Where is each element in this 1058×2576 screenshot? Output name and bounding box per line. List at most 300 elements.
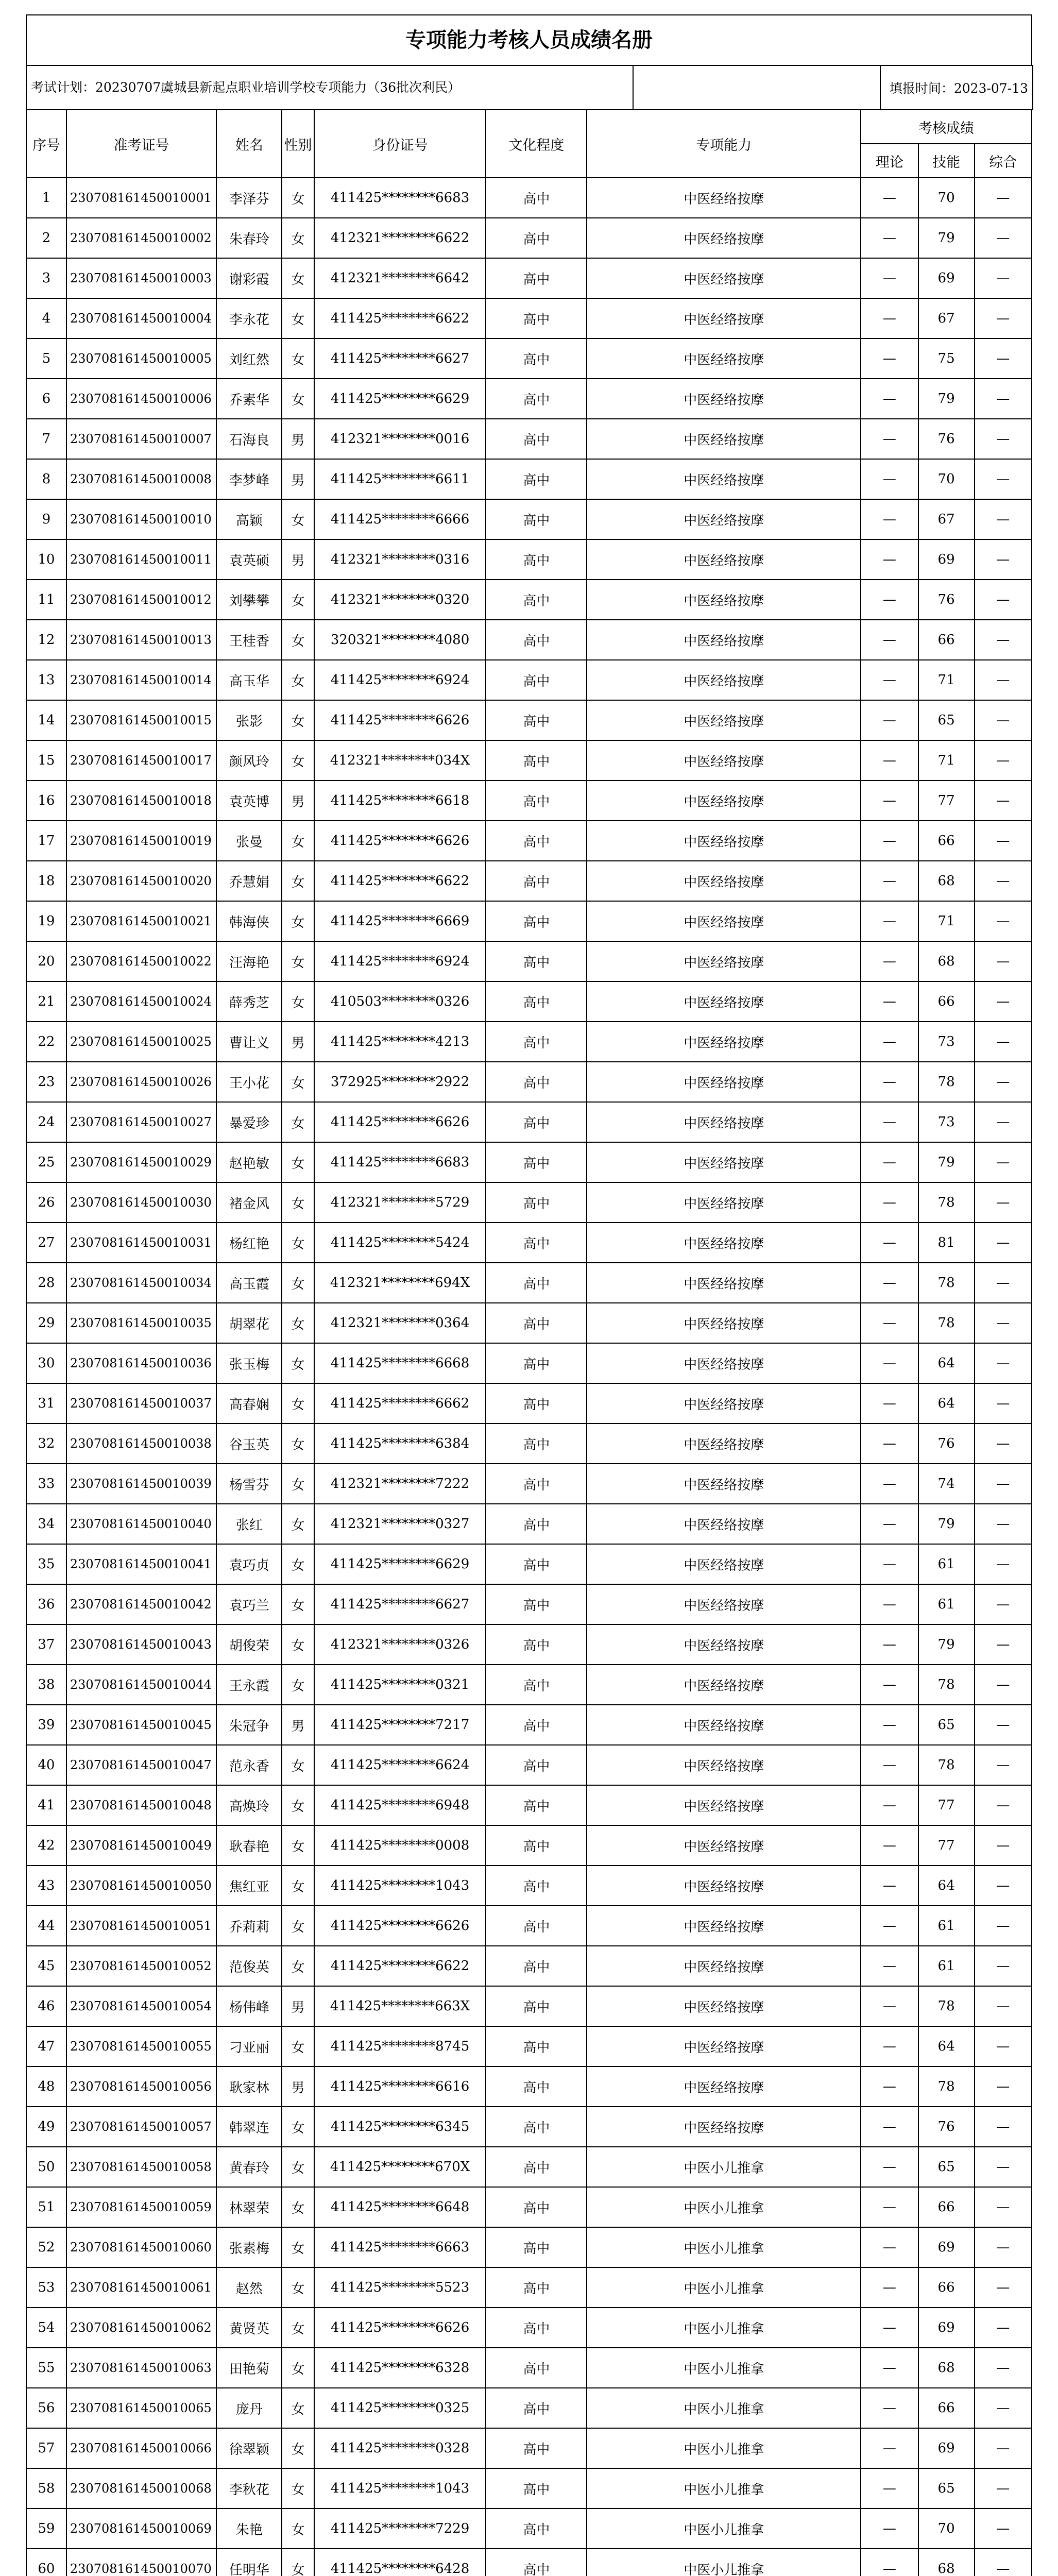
cell-gender: 女 xyxy=(282,258,314,298)
cell-name: 高焕玲 xyxy=(216,1785,282,1825)
cell-seq: 27 xyxy=(26,1223,66,1263)
header-tech: 技能 xyxy=(918,144,975,178)
cell-exam-no: 230708161450010040 xyxy=(66,1504,217,1544)
cell-name: 王永霞 xyxy=(216,1665,282,1705)
table-row xyxy=(26,459,1032,499)
cell-education: 高中 xyxy=(486,1423,587,1464)
table-row xyxy=(26,2267,1032,2308)
cell-name: 颜风玲 xyxy=(216,740,282,781)
cell-tech: 68 xyxy=(918,2348,975,2388)
cell-tech: 68 xyxy=(918,861,975,901)
cell-seq: 5 xyxy=(26,338,66,379)
cell-gender: 女 xyxy=(282,2267,314,2308)
cell-name: 袁巧兰 xyxy=(216,1584,282,1624)
cell-gender: 女 xyxy=(282,2308,314,2348)
cell-id-no: 411425********6622 xyxy=(314,298,486,338)
cell-exam-no: 230708161450010056 xyxy=(66,2066,217,2107)
cell-seq: 30 xyxy=(26,1343,66,1383)
cell-name: 高玉霞 xyxy=(216,1263,282,1303)
table-row xyxy=(26,2227,1032,2267)
cell-theory: — xyxy=(861,1665,918,1705)
cell-theory: — xyxy=(861,499,918,539)
cell-name: 汪海艳 xyxy=(216,941,282,981)
cell-skill: 中医经络按摩 xyxy=(587,1142,861,1182)
table-row xyxy=(26,338,1032,379)
cell-gender: 女 xyxy=(282,1544,314,1584)
cell-skill: 中医经络按摩 xyxy=(587,1423,861,1464)
cell-total: — xyxy=(975,1745,1032,1785)
cell-tech: 64 xyxy=(918,2026,975,2066)
cell-seq: 1 xyxy=(26,178,66,218)
table-row xyxy=(26,2187,1032,2227)
cell-id-no: 412321********0016 xyxy=(314,419,486,459)
cell-id-no: 411425********6629 xyxy=(314,1544,486,1584)
cell-education: 高中 xyxy=(486,1062,587,1102)
cell-id-no: 411425********6345 xyxy=(314,2107,486,2147)
cell-total: — xyxy=(975,1866,1032,1906)
cell-education: 高中 xyxy=(486,941,587,981)
cell-theory: — xyxy=(861,2107,918,2147)
cell-total: — xyxy=(975,1464,1032,1504)
cell-exam-no: 230708161450010062 xyxy=(66,2308,217,2348)
cell-name: 李梦峰 xyxy=(216,459,282,499)
cell-gender: 女 xyxy=(282,981,314,1022)
cell-gender: 女 xyxy=(282,1142,314,1182)
cell-seq: 56 xyxy=(26,2388,66,2428)
cell-seq: 47 xyxy=(26,2026,66,2066)
cell-education: 高中 xyxy=(486,2509,587,2549)
cell-total: — xyxy=(975,740,1032,781)
cell-tech: 66 xyxy=(918,620,975,660)
cell-gender: 女 xyxy=(282,1223,314,1263)
table-row xyxy=(26,1665,1032,1705)
cell-tech: 71 xyxy=(918,740,975,781)
table-body xyxy=(26,178,1032,2576)
cell-id-no: 411425********6626 xyxy=(314,1102,486,1142)
cell-skill: 中医经络按摩 xyxy=(587,620,861,660)
cell-id-no: 411425********6627 xyxy=(314,338,486,379)
cell-education: 高中 xyxy=(486,1142,587,1182)
cell-skill: 中医经络按摩 xyxy=(587,2066,861,2107)
cell-theory: — xyxy=(861,2066,918,2107)
cell-seq: 40 xyxy=(26,1745,66,1785)
cell-skill: 中医经络按摩 xyxy=(587,781,861,821)
cell-education: 高中 xyxy=(486,1946,587,1986)
cell-education: 高中 xyxy=(486,2308,587,2348)
cell-gender: 男 xyxy=(282,1022,314,1062)
cell-id-no: 411425********5523 xyxy=(314,2267,486,2308)
cell-education: 高中 xyxy=(486,178,587,218)
cell-gender: 女 xyxy=(282,499,314,539)
cell-skill: 中医经络按摩 xyxy=(587,218,861,258)
cell-tech: 69 xyxy=(918,2308,975,2348)
cell-total: — xyxy=(975,218,1032,258)
cell-gender: 女 xyxy=(282,1343,314,1383)
cell-gender: 女 xyxy=(282,1303,314,1343)
cell-theory: — xyxy=(861,1504,918,1544)
cell-id-no: 411425********670X xyxy=(314,2147,486,2187)
cell-exam-no: 230708161450010041 xyxy=(66,1544,217,1584)
cell-exam-no: 230708161450010008 xyxy=(66,459,217,499)
cell-gender: 女 xyxy=(282,2428,314,2468)
cell-skill: 中医经络按摩 xyxy=(587,981,861,1022)
cell-education: 高中 xyxy=(486,1383,587,1423)
cell-tech: 76 xyxy=(918,419,975,459)
cell-seq: 22 xyxy=(26,1022,66,1062)
cell-exam-no: 230708161450010047 xyxy=(66,1745,217,1785)
cell-theory: — xyxy=(861,1464,918,1504)
cell-total: — xyxy=(975,1142,1032,1182)
cell-education: 高中 xyxy=(486,2107,587,2147)
cell-name: 薛秀芝 xyxy=(216,981,282,1022)
cell-total: — xyxy=(975,1383,1032,1423)
cell-skill: 中医经络按摩 xyxy=(587,1303,861,1343)
cell-theory: — xyxy=(861,1423,918,1464)
cell-total: — xyxy=(975,1705,1032,1745)
cell-theory: — xyxy=(861,1906,918,1946)
cell-skill: 中医经络按摩 xyxy=(587,941,861,981)
cell-tech: 78 xyxy=(918,1303,975,1343)
cell-skill: 中医经络按摩 xyxy=(587,1825,861,1866)
table-row xyxy=(26,1866,1032,1906)
header-id-no: 身份证号 xyxy=(314,110,486,178)
table-row xyxy=(26,580,1032,620)
cell-exam-no: 230708161450010020 xyxy=(66,861,217,901)
cell-seq: 8 xyxy=(26,459,66,499)
table-row xyxy=(26,2428,1032,2468)
cell-theory: — xyxy=(861,1303,918,1343)
cell-skill: 中医经络按摩 xyxy=(587,1745,861,1785)
cell-name: 王小花 xyxy=(216,1062,282,1102)
cell-education: 高中 xyxy=(486,2066,587,2107)
cell-theory: — xyxy=(861,981,918,1022)
cell-theory: — xyxy=(861,2509,918,2549)
cell-id-no: 372925********2922 xyxy=(314,1062,486,1102)
cell-total: — xyxy=(975,1182,1032,1223)
cell-seq: 2 xyxy=(26,218,66,258)
cell-theory: — xyxy=(861,781,918,821)
info-blank xyxy=(633,65,880,110)
cell-tech: 69 xyxy=(918,539,975,580)
cell-theory: — xyxy=(861,1745,918,1785)
cell-total: — xyxy=(975,660,1032,700)
header-exam-no: 准考证号 xyxy=(66,110,217,178)
cell-theory: — xyxy=(861,459,918,499)
cell-name: 谷玉英 xyxy=(216,1423,282,1464)
cell-theory: — xyxy=(861,1946,918,1986)
cell-name: 张红 xyxy=(216,1504,282,1544)
cell-seq: 19 xyxy=(26,901,66,941)
cell-theory: — xyxy=(861,1022,918,1062)
cell-id-no: 411425********0008 xyxy=(314,1825,486,1866)
cell-name: 任明华 xyxy=(216,2549,282,2576)
cell-seq: 10 xyxy=(26,539,66,580)
cell-name: 张影 xyxy=(216,700,282,740)
cell-name: 徐翠颖 xyxy=(216,2428,282,2468)
cell-id-no: 411425********6622 xyxy=(314,861,486,901)
cell-tech: 69 xyxy=(918,2227,975,2267)
cell-exam-no: 230708161450010048 xyxy=(66,1785,217,1825)
cell-education: 高中 xyxy=(486,338,587,379)
cell-id-no: 411425********663X xyxy=(314,1986,486,2026)
table-row xyxy=(26,2388,1032,2428)
table-row xyxy=(26,861,1032,901)
cell-theory: — xyxy=(861,2227,918,2267)
cell-seq: 51 xyxy=(26,2187,66,2227)
table-row xyxy=(26,379,1032,419)
cell-gender: 男 xyxy=(282,2066,314,2107)
cell-seq: 18 xyxy=(26,861,66,901)
cell-total: — xyxy=(975,499,1032,539)
cell-id-no: 412321********0364 xyxy=(314,1303,486,1343)
cell-theory: — xyxy=(861,1584,918,1624)
cell-name: 谢彩霞 xyxy=(216,258,282,298)
cell-seq: 21 xyxy=(26,981,66,1022)
table-row xyxy=(26,2107,1032,2147)
cell-education: 高中 xyxy=(486,861,587,901)
cell-skill: 中医经络按摩 xyxy=(587,1544,861,1584)
cell-exam-no: 230708161450010069 xyxy=(66,2509,217,2549)
cell-seq: 41 xyxy=(26,1785,66,1825)
cell-name: 林翠荣 xyxy=(216,2187,282,2227)
cell-theory: — xyxy=(861,2428,918,2468)
header-total: 综合 xyxy=(975,144,1032,178)
cell-gender: 女 xyxy=(282,1825,314,1866)
cell-education: 高中 xyxy=(486,539,587,580)
cell-exam-no: 230708161450010050 xyxy=(66,1866,217,1906)
cell-skill: 中医小儿推拿 xyxy=(587,2308,861,2348)
cell-id-no: 412321********694X xyxy=(314,1263,486,1303)
cell-total: — xyxy=(975,2267,1032,2308)
table-row xyxy=(26,1584,1032,1624)
cell-education: 高中 xyxy=(486,499,587,539)
cell-gender: 女 xyxy=(282,2147,314,2187)
cell-id-no: 412321********0327 xyxy=(314,1504,486,1544)
cell-tech: 66 xyxy=(918,821,975,861)
cell-name: 刘红然 xyxy=(216,338,282,379)
cell-tech: 66 xyxy=(918,2388,975,2428)
cell-total: — xyxy=(975,2026,1032,2066)
cell-name: 黄春玲 xyxy=(216,2147,282,2187)
cell-total: — xyxy=(975,2348,1032,2388)
cell-tech: 81 xyxy=(918,1223,975,1263)
cell-seq: 36 xyxy=(26,1584,66,1624)
cell-skill: 中医小儿推拿 xyxy=(587,2227,861,2267)
cell-exam-no: 230708161450010063 xyxy=(66,2348,217,2388)
cell-exam-no: 230708161450010068 xyxy=(66,2468,217,2509)
cell-id-no: 410503********0326 xyxy=(314,981,486,1022)
cell-education: 高中 xyxy=(486,1464,587,1504)
cell-name: 庞丹 xyxy=(216,2388,282,2428)
cell-education: 高中 xyxy=(486,1906,587,1946)
cell-skill: 中医小儿推拿 xyxy=(587,2428,861,2468)
cell-seq: 46 xyxy=(26,1986,66,2026)
cell-tech: 66 xyxy=(918,981,975,1022)
cell-skill: 中医经络按摩 xyxy=(587,1223,861,1263)
table-row xyxy=(26,258,1032,298)
cell-seq: 32 xyxy=(26,1423,66,1464)
score-table xyxy=(26,109,1032,2576)
cell-skill: 中医小儿推拿 xyxy=(587,2187,861,2227)
cell-tech: 68 xyxy=(918,2549,975,2576)
cell-name: 张素梅 xyxy=(216,2227,282,2267)
cell-theory: — xyxy=(861,620,918,660)
cell-tech: 78 xyxy=(918,1263,975,1303)
cell-name: 耿春艳 xyxy=(216,1825,282,1866)
cell-total: — xyxy=(975,821,1032,861)
cell-total: — xyxy=(975,901,1032,941)
cell-name: 高颖 xyxy=(216,499,282,539)
table-row xyxy=(26,1785,1032,1825)
cell-skill: 中医经络按摩 xyxy=(587,1624,861,1665)
cell-name: 杨雪芬 xyxy=(216,1464,282,1504)
exam-plan: 考试计划：20230707虞城县新起点职业培训学校专项能力（36批次利民） xyxy=(26,65,633,110)
table-row xyxy=(26,1263,1032,1303)
cell-tech: 71 xyxy=(918,901,975,941)
cell-gender: 女 xyxy=(282,2107,314,2147)
cell-education: 高中 xyxy=(486,620,587,660)
cell-theory: — xyxy=(861,2308,918,2348)
cell-seq: 38 xyxy=(26,1665,66,1705)
cell-education: 高中 xyxy=(486,1182,587,1223)
cell-skill: 中医经络按摩 xyxy=(587,178,861,218)
cell-skill: 中医经络按摩 xyxy=(587,499,861,539)
cell-total: — xyxy=(975,861,1032,901)
cell-theory: — xyxy=(861,298,918,338)
cell-skill: 中医经络按摩 xyxy=(587,1584,861,1624)
cell-id-no: 412321********6622 xyxy=(314,218,486,258)
cell-seq: 20 xyxy=(26,941,66,981)
cell-total: — xyxy=(975,2468,1032,2509)
report-date: 填报时间：2023-07-13 xyxy=(880,65,1033,110)
cell-education: 高中 xyxy=(486,2147,587,2187)
cell-id-no: 411425********6666 xyxy=(314,499,486,539)
table-row xyxy=(26,1343,1032,1383)
cell-name: 高春娴 xyxy=(216,1383,282,1423)
header-theory: 理论 xyxy=(861,144,918,178)
page-title: 专项能力考核人员成绩名册 xyxy=(26,14,1032,65)
cell-seq: 43 xyxy=(26,1866,66,1906)
cell-total: — xyxy=(975,379,1032,419)
cell-exam-no: 230708161450010057 xyxy=(66,2107,217,2147)
cell-tech: 69 xyxy=(918,2428,975,2468)
cell-education: 高中 xyxy=(486,1665,587,1705)
cell-exam-no: 230708161450010013 xyxy=(66,620,217,660)
cell-name: 黄贤英 xyxy=(216,2308,282,2348)
cell-skill: 中医经络按摩 xyxy=(587,1062,861,1102)
cell-theory: — xyxy=(861,2026,918,2066)
cell-id-no: 412321********0316 xyxy=(314,539,486,580)
cell-exam-no: 230708161450010060 xyxy=(66,2227,217,2267)
header-name: 姓名 xyxy=(216,110,282,178)
cell-id-no: 411425********4213 xyxy=(314,1022,486,1062)
cell-tech: 65 xyxy=(918,2147,975,2187)
cell-skill: 中医经络按摩 xyxy=(587,1906,861,1946)
cell-theory: — xyxy=(861,1062,918,1102)
cell-name: 袁英博 xyxy=(216,781,282,821)
cell-total: — xyxy=(975,1062,1032,1102)
cell-tech: 79 xyxy=(918,1624,975,1665)
cell-exam-no: 230708161450010059 xyxy=(66,2187,217,2227)
cell-total: — xyxy=(975,2308,1032,2348)
cell-id-no: 411425********1043 xyxy=(314,1866,486,1906)
cell-gender: 女 xyxy=(282,2388,314,2428)
cell-gender: 女 xyxy=(282,740,314,781)
cell-education: 高中 xyxy=(486,379,587,419)
cell-gender: 女 xyxy=(282,178,314,218)
cell-seq: 37 xyxy=(26,1624,66,1665)
cell-gender: 女 xyxy=(282,2509,314,2549)
cell-theory: — xyxy=(861,218,918,258)
cell-theory: — xyxy=(861,2348,918,2388)
cell-gender: 女 xyxy=(282,2468,314,2509)
header-skill: 专项能力 xyxy=(587,110,861,178)
cell-total: — xyxy=(975,1303,1032,1343)
cell-theory: — xyxy=(861,740,918,781)
cell-tech: 76 xyxy=(918,1423,975,1464)
cell-seq: 6 xyxy=(26,379,66,419)
cell-name: 焦红亚 xyxy=(216,1866,282,1906)
cell-theory: — xyxy=(861,1343,918,1383)
cell-theory: — xyxy=(861,821,918,861)
cell-name: 张玉梅 xyxy=(216,1343,282,1383)
cell-exam-no: 230708161450010054 xyxy=(66,1986,217,2026)
cell-skill: 中医小儿推拿 xyxy=(587,2549,861,2576)
cell-name: 耿家林 xyxy=(216,2066,282,2107)
cell-seq: 39 xyxy=(26,1705,66,1745)
cell-gender: 女 xyxy=(282,1866,314,1906)
cell-exam-no: 230708161450010070 xyxy=(66,2549,217,2576)
cell-seq: 28 xyxy=(26,1263,66,1303)
table-row xyxy=(26,2348,1032,2388)
cell-name: 赵然 xyxy=(216,2267,282,2308)
table-row xyxy=(26,821,1032,861)
cell-tech: 75 xyxy=(918,338,975,379)
cell-exam-no: 230708161450010011 xyxy=(66,539,217,580)
cell-id-no: 411425********6924 xyxy=(314,941,486,981)
cell-theory: — xyxy=(861,1705,918,1745)
cell-exam-no: 230708161450010027 xyxy=(66,1102,217,1142)
cell-theory: — xyxy=(861,2549,918,2576)
cell-id-no: 412321********0326 xyxy=(314,1624,486,1665)
cell-exam-no: 230708161450010049 xyxy=(66,1825,217,1866)
cell-tech: 79 xyxy=(918,1504,975,1544)
cell-skill: 中医小儿推拿 xyxy=(587,2147,861,2187)
cell-tech: 66 xyxy=(918,2267,975,2308)
cell-total: — xyxy=(975,2549,1032,2576)
cell-tech: 64 xyxy=(918,1866,975,1906)
cell-education: 高中 xyxy=(486,258,587,298)
cell-id-no: 411425********6669 xyxy=(314,901,486,941)
cell-education: 高中 xyxy=(486,981,587,1022)
cell-skill: 中医经络按摩 xyxy=(587,861,861,901)
cell-name: 李秋花 xyxy=(216,2468,282,2509)
cell-skill: 中医经络按摩 xyxy=(587,1665,861,1705)
cell-seq: 16 xyxy=(26,781,66,821)
cell-total: — xyxy=(975,1022,1032,1062)
cell-name: 暴爱珍 xyxy=(216,1102,282,1142)
cell-exam-no: 230708161450010017 xyxy=(66,740,217,781)
table-row xyxy=(26,1906,1032,1946)
cell-skill: 中医经络按摩 xyxy=(587,338,861,379)
cell-seq: 53 xyxy=(26,2267,66,2308)
cell-exam-no: 230708161450010055 xyxy=(66,2026,217,2066)
cell-total: — xyxy=(975,781,1032,821)
cell-total: — xyxy=(975,1946,1032,1986)
cell-total: — xyxy=(975,539,1032,580)
cell-skill: 中医小儿推拿 xyxy=(587,2348,861,2388)
cell-total: — xyxy=(975,700,1032,740)
